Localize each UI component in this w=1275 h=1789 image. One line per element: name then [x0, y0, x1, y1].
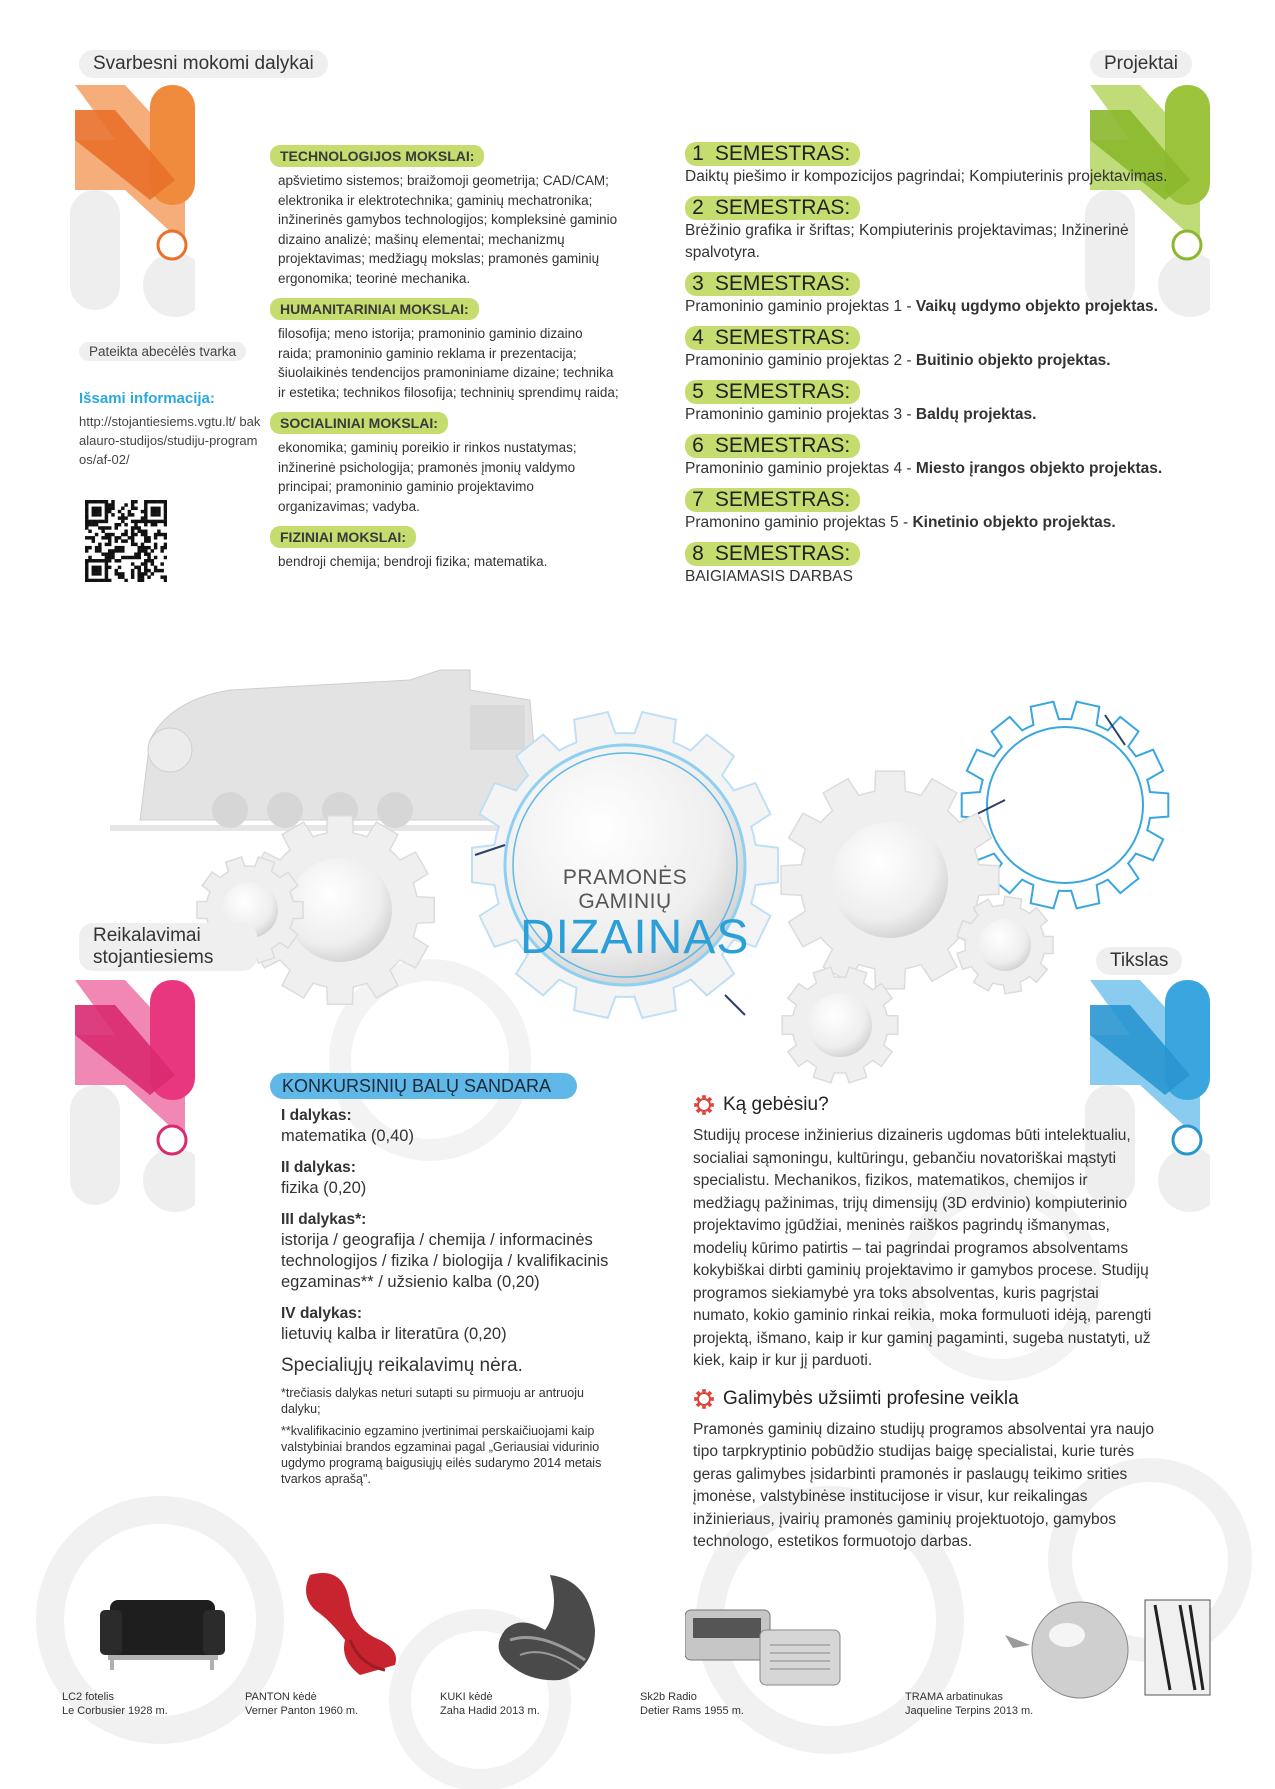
semester-item — [685, 272, 1205, 318]
product-designer: Le Corbusier 1928 m. — [62, 1705, 168, 1717]
info-title: Išsami informacija: — [79, 390, 215, 407]
semester-text: Pramoninio gaminio projektas 3 - — [685, 406, 916, 423]
corner-label-requirements: Reikalavimai stojantiesiems — [79, 923, 257, 971]
title-line2: DIZAINAS — [520, 911, 750, 964]
product-designer: Verner Panton 1960 m. — [245, 1705, 359, 1717]
semester-text: Pramoninio gaminio projektas 2 - — [685, 352, 916, 369]
sk2b-radio-image — [685, 1605, 845, 1690]
lc2-armchair-image — [100, 1580, 225, 1675]
subject-text: ekonomika; gaminių poreikio ir rinkos nustatymas; inžinerinė psichologija; pramonės įmonių valdymo principai; pramoninio gaminio projektavimo organizavimas; vadyba. — [278, 440, 577, 514]
requirement-name: II dalykas: — [281, 1159, 356, 1176]
subject-group — [270, 298, 620, 402]
orange-arrow-icon — [65, 80, 195, 330]
semester-text: Brėžinio grafika ir šriftas; Kompiuterinis projektavimas; Inžinerinė spalvotyra. — [685, 222, 1129, 261]
product-name: LC2 fotelis — [62, 1691, 114, 1703]
semester-label — [685, 488, 860, 512]
product-designer: Zaha Hadid 2013 m. — [440, 1705, 540, 1717]
goals-section — [693, 1093, 1158, 1554]
semester-project-title: Baldų projektas. — [915, 406, 1037, 423]
semester-label — [685, 326, 860, 350]
semester-label — [685, 434, 860, 458]
requirement-value: matematika (0,40) — [281, 1127, 414, 1145]
semester-label — [685, 272, 860, 296]
semester-text: Pramonino gaminio projektas 5 - — [685, 514, 913, 531]
pink-arrow-icon — [65, 975, 195, 1225]
product-designer: Jaqueline Terpins 2013 m. — [905, 1705, 1034, 1717]
heading-skills — [693, 1093, 1158, 1117]
semester-item — [685, 326, 1205, 372]
requirement-value: fizika (0,20) — [281, 1179, 367, 1197]
semester-description — [685, 350, 1205, 372]
requirement-name: IV dalykas: — [281, 1305, 362, 1322]
corner-label-goal: Tikslas — [1096, 947, 1182, 975]
semester-number: 2 — [692, 196, 704, 219]
subject-category: HUMANITARINIAI MOKSLAI: — [270, 298, 479, 320]
subject-group — [270, 412, 620, 516]
semester-item — [685, 142, 1205, 188]
requirements-section — [270, 1073, 610, 1487]
subject-category: TECHNOLOGIJOS MOKSLAI: — [270, 145, 484, 167]
title-line1: PRAMONĖS GAMINIŲ — [562, 866, 688, 913]
product-name: Sk2b Radio — [640, 1691, 697, 1703]
red-gear-icon — [693, 1388, 715, 1410]
semester-word: SEMESTRAS: — [714, 196, 851, 219]
kuki-chair-image — [490, 1570, 605, 1685]
skills-paragraph: Studijų procese inžinierius dizaineris ugdomas būti intelektualiu, socialiai sąmoningu, kultūringu, gebančiu novatoriškai mąstyti specialistu. Mechanikos, fizikos, matematikos, chemijos ir medžiagų pažinimas, trijų dimensijų (3D erdvinio) kompiuterinio projektavimo įgūdžiai, meninės raiškos pagrindų išmanymas, modelių kūrimo patirtis – tai pagrindai programos absolventams kokybiškai dirbti gaminių projektavimo ir gamybos procese. Studijų programos siekiamybė yra toks absolventas, kuris pagrįstai numato, kokio gaminio rinkai reikia, moka formuluoti idėją, parengti projektą, išmano, kaip ir kur gaminį pagaminti, sugeba nustatyti, už kiek, kaip ir kur jį parduoti. — [693, 1127, 1152, 1369]
corner-label-subjects: Svarbesni mokomi dalykai — [79, 50, 328, 78]
semester-word: SEMESTRAS: — [714, 542, 851, 565]
corner-label-projects: Projektai — [1090, 50, 1192, 78]
footnote-1: *trečiasis dalykas neturi sutapti su pirmuoju ar antruoju dalyku; — [281, 1386, 584, 1416]
semester-number: 4 — [692, 326, 704, 349]
gray-gear — [780, 965, 900, 1085]
requirement-name: I dalykas: — [281, 1107, 352, 1124]
subject-group — [270, 145, 620, 288]
semester-project-title: Vaikų ugdymo objekto projektas. — [915, 298, 1158, 315]
semester-description — [685, 566, 1205, 588]
semester-label — [685, 380, 860, 404]
semester-item — [685, 542, 1205, 588]
semester-number: 3 — [692, 272, 704, 295]
semester-item — [685, 434, 1205, 480]
semester-project-title: Miesto įrangos objekto projektas. — [915, 460, 1163, 477]
semester-label — [685, 196, 860, 220]
product-caption — [440, 1690, 540, 1718]
product-caption — [905, 1690, 1033, 1718]
subject-category: SOCIALINIAI MOKSLAI: — [270, 412, 448, 434]
main-gear — [460, 700, 790, 1030]
heading-career-text: Galimybės užsiimti profesine veikla — [723, 1387, 1019, 1409]
product-caption — [245, 1690, 358, 1718]
semester-item — [685, 380, 1205, 426]
semester-text: Pramoninio gaminio projektas 1 - — [685, 298, 916, 315]
semester-description — [685, 220, 1205, 264]
semester-text: Pramoninio gaminio projektas 4 - — [685, 460, 916, 477]
product-designer: Detier Rams 1955 m. — [640, 1705, 744, 1717]
product-caption — [640, 1690, 744, 1718]
trama-teapot-image — [1005, 1590, 1215, 1700]
footnote-2: **kvalifikacinio egzamino įvertinimai perskaičiuojami kaip valstybiniai brandos egzaminai pagal „Geriausiai vidurinio ugdymo programą baigusiųjų eilės sudarymo 2014 metais tvarkos aprašą". — [281, 1424, 602, 1486]
semester-word: SEMESTRAS: — [714, 488, 851, 511]
subjects-list — [270, 145, 620, 582]
semester-description — [685, 458, 1205, 480]
subject-text: bendroji chemija; bendroji fizika; matematika. — [278, 554, 548, 569]
career-paragraph: Pramonės gaminių dizaino studijų programos absolventai yra naujo tipo tarpkryptinio pobūdžio studijas baigę specialistai, kurie turės geras galimybes įsidarbinti pramonės ir paslaugų teikimo srities įmonėse, valstybinėse institucijose ir visur, kur reikalingas inžinieriaus, įvairių pramonės gaminių projektuotojo, gamybos technologo, estetikos formuotojo darbas. — [693, 1420, 1154, 1550]
product-name: PANTON kėdė — [245, 1691, 317, 1703]
semester-text: Daiktų piešimo ir kompozicijos pagrindai; Kompiuterinis projektavimas. — [685, 168, 1168, 185]
product-name: KUKI kėdė — [440, 1691, 493, 1703]
product-caption — [62, 1690, 168, 1718]
semester-description — [685, 296, 1205, 318]
requirement-value: istorija / geografija / chemija / informacinės technologijos / fizika / biologija / kvalifikacinis egzaminas** / užsienio kalba (0,20) — [281, 1231, 609, 1291]
semester-number: 1 — [692, 142, 704, 165]
title-block — [520, 866, 750, 964]
semester-item — [685, 488, 1205, 534]
semester-number: 5 — [692, 380, 704, 403]
semesters-list — [685, 142, 1205, 596]
semester-project-title: Buitinio objekto projektas. — [915, 352, 1111, 369]
semester-word: SEMESTRAS: — [714, 142, 851, 165]
semester-word: SEMESTRAS: — [714, 434, 851, 457]
semester-word: SEMESTRAS: — [714, 326, 851, 349]
semester-number: 7 — [692, 488, 704, 511]
info-url-link[interactable]: http://stojantiesiems.vgtu.lt/ bakalauro-studijos/studiju-programos/af-02/ — [79, 414, 261, 467]
product-name: TRAMA arbatinukas — [905, 1691, 1003, 1703]
subject-text: filosofija; meno istorija; pramoninio gaminio dizaino raida; pramoninio gaminio reklama ir prezentacija; šiuolaikinės tendencijos pramoniniame dizaine; technika ir estetika; technikos filosofija; techninių sprendimų raida; — [278, 326, 619, 400]
semester-description — [685, 512, 1205, 534]
semester-description — [685, 404, 1205, 426]
requirements-heading: KONKURSINIŲ BALŲ SANDARA — [270, 1073, 577, 1099]
semester-label — [685, 542, 860, 566]
special-requirements: Specialiųjų reikalavimų nėra. — [281, 1355, 523, 1376]
semester-project-title: Kinetinio objekto projektas. — [912, 514, 1116, 531]
subject-category: FIZINIAI MOKSLAI: — [270, 526, 416, 548]
requirement-name: III dalykas*: — [281, 1211, 367, 1228]
semester-number: 8 — [692, 542, 704, 565]
heading-skills-text: Ką gebėsiu? — [723, 1094, 829, 1115]
heading-career — [693, 1387, 1158, 1411]
semester-word: SEMESTRAS: — [714, 272, 851, 295]
alphabetical-note: Pateikta abecėlės tvarka — [79, 342, 246, 361]
semester-item — [685, 196, 1205, 264]
semester-number: 6 — [692, 434, 704, 457]
semester-project-title: BAIGIAMASIS DARBAS — [685, 568, 853, 585]
subject-group — [270, 526, 620, 572]
red-gear-icon — [693, 1094, 715, 1116]
requirement-value: lietuvių kalba ir literatūra (0,20) — [281, 1325, 507, 1343]
semester-label — [685, 142, 860, 166]
gray-gear — [955, 895, 1055, 995]
qr-code — [85, 500, 167, 582]
panton-chair-image — [290, 1570, 410, 1685]
subject-text: apšvietimo sistemos; braižomoji geometrija; CAD/CAM; elektronika ir elektrotechnika; gaminių mechatronika; inžinerinės gamybos technologijos; kompleksinė gaminio dizaino analizė; mašinų elementai; mechanizmų projektavimas; medžiagų mokslas; pramonės gaminių ergonomika; teorinė mechanika. — [278, 173, 618, 286]
semester-description — [685, 166, 1205, 188]
semester-word: SEMESTRAS: — [714, 380, 851, 403]
